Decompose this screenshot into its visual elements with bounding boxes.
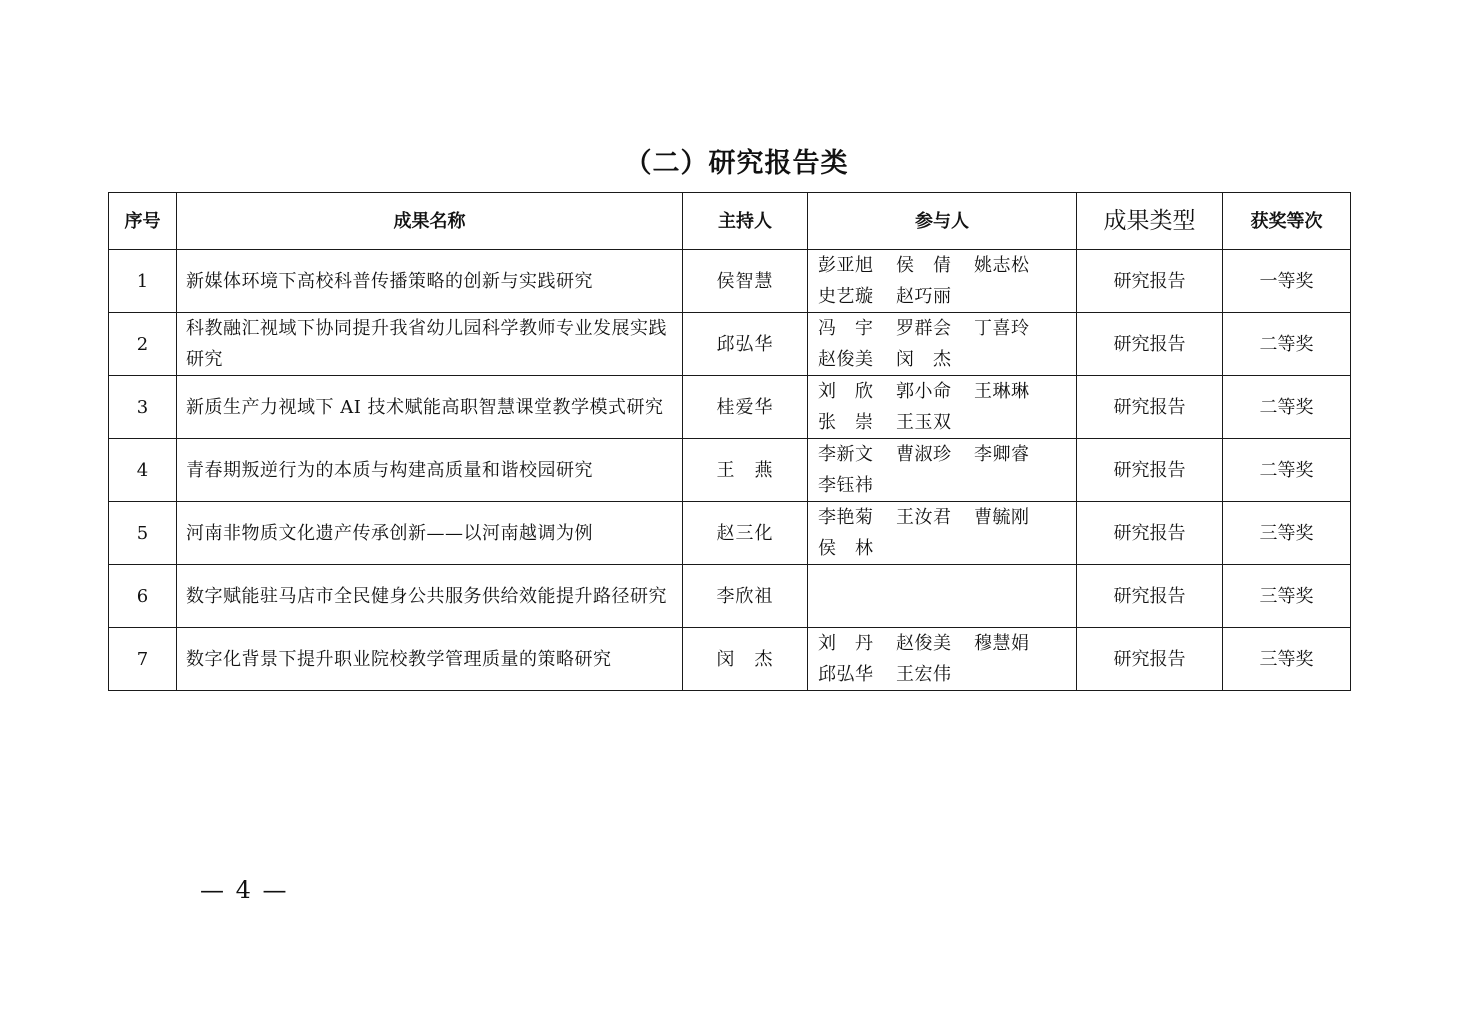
row-number: 6 [109,565,177,628]
participant-name: 曹淑珍 [896,444,952,465]
table-header-row [109,193,1351,250]
participants-cell [808,250,1077,313]
participant-name: 刘 欣 [818,381,874,402]
participant-name: 李新文 [818,444,874,465]
award-grade: 三等奖 [1223,628,1351,691]
participant-name: 彭亚旭 [818,255,874,276]
participant-name: 王汝君 [896,507,952,528]
participant-name: 李艳菊 [818,507,874,528]
row-number: 3 [109,376,177,439]
host-name: 邱弘华 [683,313,808,376]
award-grade: 二等奖 [1223,439,1351,502]
header-num: 序号 [109,193,177,250]
achievement-type: 研究报告 [1077,502,1223,565]
achievement-type: 研究报告 [1077,376,1223,439]
page-number: — 4 — [200,876,289,904]
achievement-name: 新质生产力视域下 AI 技术赋能高职智慧课堂教学模式研究 [177,376,683,439]
award-grade: 一等奖 [1223,250,1351,313]
achievement-name: 数字赋能驻马店市全民健身公共服务供给效能提升路径研究 [177,565,683,628]
header-type: 成果类型 [1077,193,1223,250]
achievement-type: 研究报告 [1077,628,1223,691]
participant-name: 曹毓刚 [974,507,1030,528]
host-name: 闵 杰 [683,628,808,691]
award-grade: 二等奖 [1223,313,1351,376]
participant-name: 王宏伟 [896,664,952,685]
achievement-name: 青春期叛逆行为的本质与构建高质量和谐校园研究 [177,439,683,502]
participant-name: 冯 宇 [818,318,874,339]
participant-name: 刘 丹 [818,633,874,654]
participants-list [818,502,1058,564]
table-row [109,565,1351,628]
participant-name: 邱弘华 [818,664,874,685]
table-row [109,250,1351,313]
participant-name: 张 崇 [818,412,874,433]
award-grade: 二等奖 [1223,376,1351,439]
row-number: 1 [109,250,177,313]
participants-cell [808,565,1077,628]
participant-name: 李钰祎 [818,475,874,496]
achievement-name: 新媒体环境下高校科普传播策略的创新与实践研究 [177,250,683,313]
participant-name: 赵俊美 [896,633,952,654]
participant-name: 王玉双 [896,412,952,433]
participant-name: 穆慧娟 [974,633,1030,654]
host-name: 王 燕 [683,439,808,502]
achievement-type: 研究报告 [1077,250,1223,313]
achievement-name: 科教融汇视域下协同提升我省幼儿园科学教师专业发展实践研究 [177,313,683,376]
participant-name: 姚志松 [974,255,1030,276]
participant-name: 闵 杰 [896,349,952,370]
host-name: 侯智慧 [683,250,808,313]
awards-table [108,192,1351,691]
achievement-name: 河南非物质文化遗产传承创新——以河南越调为例 [177,502,683,565]
award-grade: 三等奖 [1223,502,1351,565]
header-name: 成果名称 [177,193,683,250]
participant-name: 赵俊美 [818,349,874,370]
participants-cell [808,628,1077,691]
award-grade: 三等奖 [1223,565,1351,628]
row-number: 2 [109,313,177,376]
participants-list [818,250,1058,312]
header-participants: 参与人 [808,193,1077,250]
participants-list [818,439,1058,501]
participants-cell [808,376,1077,439]
participants-cell [808,313,1077,376]
table-row [109,313,1351,376]
participants-cell [808,502,1077,565]
row-number: 4 [109,439,177,502]
participant-name: 罗群会 [896,318,952,339]
table-row [109,376,1351,439]
host-name: 赵三化 [683,502,808,565]
participants-list [818,313,1058,375]
participant-name: 丁喜玲 [974,318,1030,339]
header-host: 主持人 [683,193,808,250]
participant-name: 李卿睿 [974,444,1030,465]
table-row [109,628,1351,691]
participant-name: 王琳琳 [974,381,1030,402]
table-row [109,502,1351,565]
participants-list [818,628,1058,690]
achievement-type: 研究报告 [1077,565,1223,628]
achievement-type: 研究报告 [1077,313,1223,376]
participant-name: 赵巧丽 [896,286,952,307]
achievement-name: 数字化背景下提升职业院校教学管理质量的策略研究 [177,628,683,691]
participants-cell [808,439,1077,502]
header-grade: 获奖等次 [1223,193,1351,250]
host-name: 李欣祖 [683,565,808,628]
table-row [109,439,1351,502]
participant-name: 侯 倩 [896,255,952,276]
achievement-type: 研究报告 [1077,439,1223,502]
participants-list [818,376,1058,438]
participant-name: 侯 林 [818,538,874,559]
section-title: （二）研究报告类 [624,148,849,179]
row-number: 7 [109,628,177,691]
row-number: 5 [109,502,177,565]
participant-name: 史艺璇 [818,286,874,307]
table-body [109,250,1351,691]
host-name: 桂爱华 [683,376,808,439]
participant-name: 郭小命 [896,381,952,402]
